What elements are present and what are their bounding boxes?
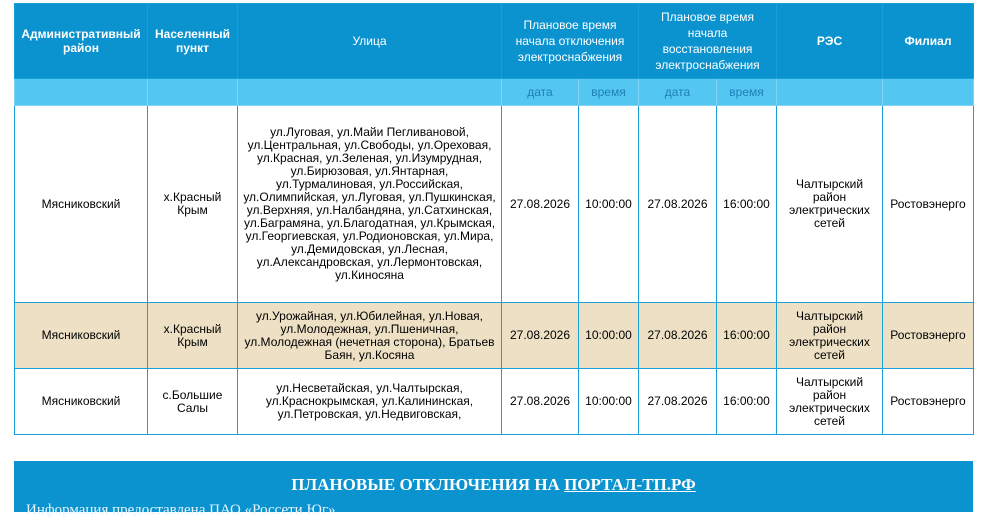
cell-locality: х.Красный Крым [148, 106, 238, 303]
cell-res: Чалтырский район электрических сетей [777, 369, 883, 435]
subheader-blank [777, 79, 883, 106]
cell-off-time: 10:00:00 [579, 303, 639, 369]
table-row [15, 106, 974, 303]
cell-res: Чалтырский район электрических сетей [777, 106, 883, 303]
header-res: РЭС [777, 4, 883, 79]
subheader-off-time: время [579, 79, 639, 106]
cell-district: Мясниковский [15, 106, 148, 303]
cell-district: Мясниковский [15, 303, 148, 369]
cell-branch: Ростовэнерго [883, 369, 974, 435]
subheader-blank [238, 79, 502, 106]
cell-off-date: 27.08.2026 [502, 369, 579, 435]
table-row [15, 369, 974, 435]
header-restore: Плановое время начала восстановления электроснабжения [639, 4, 777, 79]
cell-on-time: 16:00:00 [717, 106, 777, 303]
planned-outages-banner [14, 461, 973, 518]
banner-title-text: ПЛАНОВЫЕ ОТКЛЮЧЕНИЯ НА [291, 475, 565, 494]
subheader-on-date: дата [639, 79, 717, 106]
subheader-off-date: дата [502, 79, 579, 106]
table-row [15, 303, 974, 369]
banner-title [14, 475, 973, 495]
subheader-blank [15, 79, 148, 106]
subheader-blank [883, 79, 974, 106]
subheader-blank [148, 79, 238, 106]
header-street: Улица [238, 4, 502, 79]
banner-description: Информация предоставлена ПАО «Россети Юг» [26, 502, 336, 518]
cell-on-time: 16:00:00 [717, 369, 777, 435]
table-header-row [15, 4, 974, 79]
cell-off-time: 10:00:00 [579, 369, 639, 435]
header-branch: Филиал [883, 4, 974, 79]
header-district: Административный район [15, 4, 148, 79]
cell-locality: х.Красный Крым [148, 303, 238, 369]
header-off-start: Плановое время начала отключения электроснабжения [502, 4, 639, 79]
cell-branch: Ростовэнерго [883, 106, 974, 303]
table-subheader-row [15, 79, 974, 106]
cell-off-date: 27.08.2026 [502, 106, 579, 303]
cell-streets: ул.Несветайская, ул.Чалтырская, ул.Краснокрымская, ул.Калининская, ул.Петровская, ул.Недвиговская, [238, 369, 502, 435]
cell-locality: с.Большие Салы [148, 369, 238, 435]
outage-schedule-table [14, 3, 974, 435]
cell-on-date: 27.08.2026 [639, 106, 717, 303]
cell-streets: ул.Урожайная, ул.Юбилейная, ул.Новая, ул.Молодежная, ул.Пшеничная, ул.Молодежная (нечетная сторона), Братьев Баян, ул.Косяна [238, 303, 502, 369]
cell-on-date: 27.08.2026 [639, 303, 717, 369]
cell-on-time: 16:00:00 [717, 303, 777, 369]
cell-streets: ул.Луговая, ул.Майи Пегливановой, ул.Центральная, ул.Свободы, ул.Ореховая, ул.Красная, ул.Зеленая, ул.Изумрудная, ул.Бирюзовая, ул.Янтарная, ул.Турмалиновая, ул.Российская, ул.Олимпийская, ул.Луговая, ул.Пушкинская, ул.Верхняя, ул.Налбандяна, ул.Сатхинская, ул.Баграмяна, ул.Благодатная, ул.Крымская, ул.Георгиевская, ул.Родионовская, ул.Мира, ул.Демидовская, ул.Лесная, ул.Александровская, ул.Лермонтовская, ул.Киносяна [238, 106, 502, 303]
cell-branch: Ростовэнерго [883, 303, 974, 369]
cell-district: Мясниковский [15, 369, 148, 435]
cell-off-time: 10:00:00 [579, 106, 639, 303]
cell-off-date: 27.08.2026 [502, 303, 579, 369]
portal-tp-link[interactable]: ПОРТАЛ-ТП.РФ [564, 475, 696, 494]
subheader-on-time: время [717, 79, 777, 106]
header-locality: Населенный пункт [148, 4, 238, 79]
cell-res: Чалтырский район электрических сетей [777, 303, 883, 369]
cell-on-date: 27.08.2026 [639, 369, 717, 435]
